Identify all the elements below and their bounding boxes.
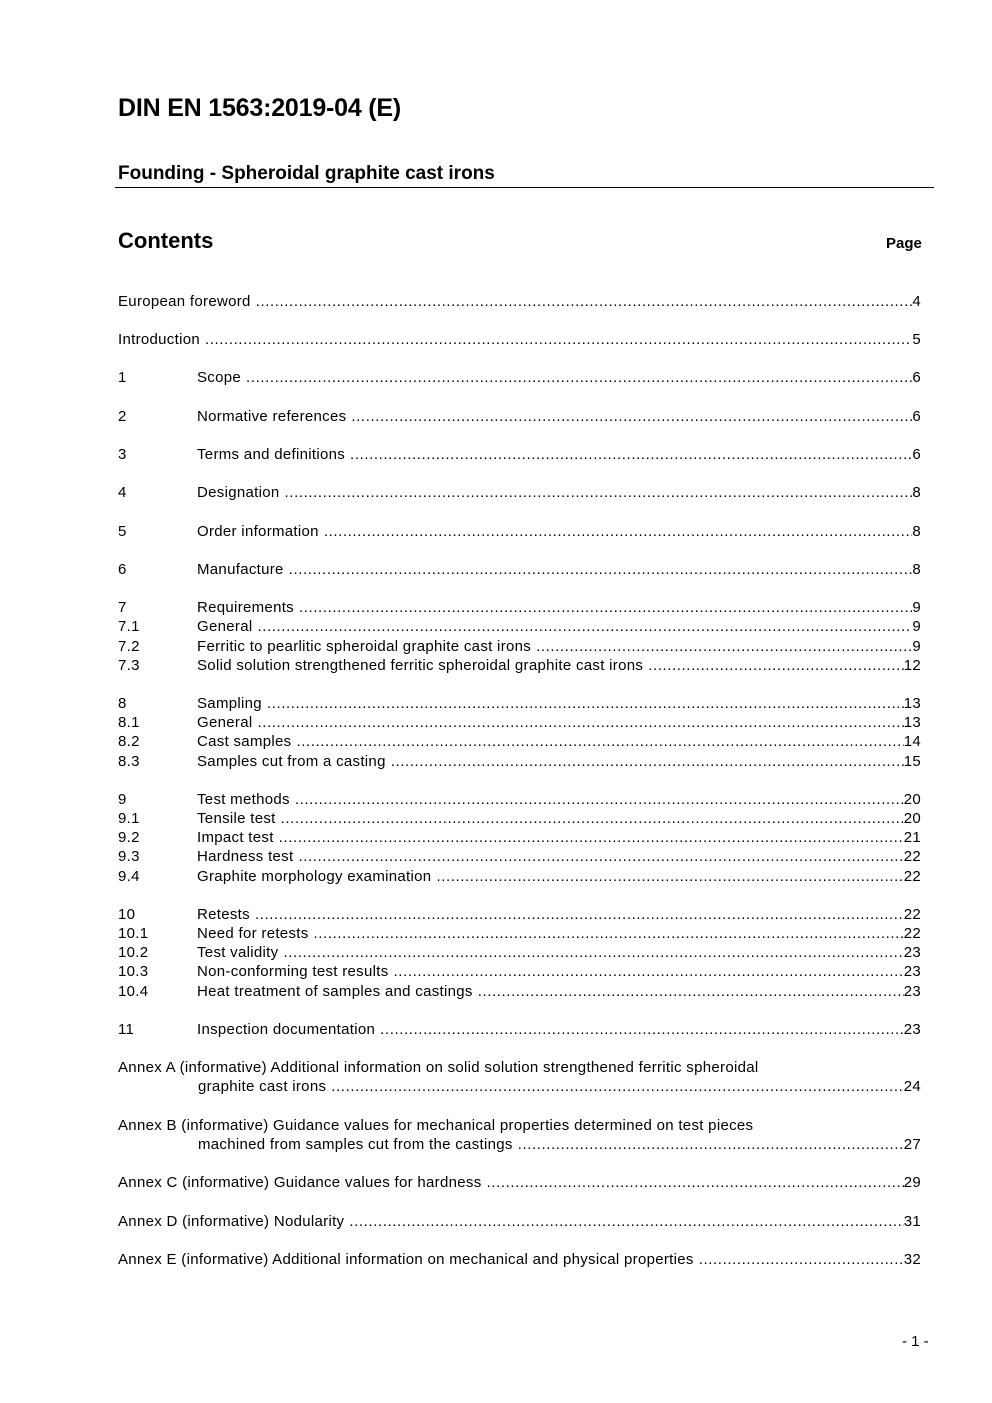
toc-entry-title: Ferritic to pearlitic spheroidal graphite cast irons [197,638,532,655]
toc-entry-title: Normative references [197,408,347,425]
toc-entry-title: Terms and definitions [197,446,346,463]
toc-entry-number: 7.1 [118,618,140,635]
title-divider [115,187,934,188]
annex-title: Annex E (informative) Additional information on mechanical and physical properties [118,1251,694,1268]
toc-entry-title: Impact test [197,829,274,846]
toc-entry-title: Solid solution strengthened ferritic spheroidal graphite cast irons [197,657,644,674]
toc-entry-section[interactable] [118,790,921,809]
toc-entry-page: 22 [903,906,921,923]
toc-dot-leader [324,522,913,541]
toc-entry-page: 13 [903,695,921,712]
toc-entry-number: 7.2 [118,638,140,655]
toc-entry-subsection[interactable] [118,637,921,656]
toc-entry-subsection[interactable] [118,732,921,751]
toc-entry-title: Manufacture [197,561,284,578]
toc-entry-subsection[interactable] [118,943,921,962]
toc-entry-number: 4 [118,484,127,501]
toc-entry-section[interactable] [118,1020,921,1039]
toc-entry-subsection[interactable] [118,617,921,636]
toc-entry-page: 14 [903,733,921,750]
toc-entry-number: 10 [118,906,136,923]
toc-entry-page: 15 [903,753,921,770]
toc-entry-title: Non-conforming test results [197,963,389,980]
toc-dot-leader [281,809,904,828]
toc-dot-leader [314,924,904,943]
toc-dot-leader [296,732,903,751]
toc-entry-subsection[interactable] [118,713,921,732]
toc-dot-leader [349,1212,903,1231]
toc-entry-title: Graphite morphology examination [197,868,432,885]
toc-entry-subsection[interactable] [118,867,921,886]
toc-entry-section[interactable] [118,368,921,387]
toc-dot-leader [518,1135,904,1154]
annex-title-line2: machined from samples cut from the castings [198,1136,513,1153]
toc-entry-title: Tensile test [197,810,276,827]
toc-entry-number: 7 [118,599,127,616]
toc-entry-section[interactable] [118,522,921,541]
toc-entry-number: 10.1 [118,925,149,942]
toc-entry-page: 8 [912,561,921,578]
toc-entry-page: 20 [903,810,921,827]
toc-entry-number: 9.4 [118,868,140,885]
toc-entry-number: 9 [118,791,127,808]
toc-entry-number: 9.3 [118,848,140,865]
toc-entry-number: 11 [118,1021,135,1038]
toc-entry-page: 5 [912,331,921,348]
toc-entry-annex-b[interactable] [118,1116,921,1154]
toc-entry-title: Retests [197,906,250,923]
toc-entry-annex-a[interactable] [118,1058,921,1096]
toc-entry-subsection[interactable] [118,847,921,866]
toc-entry-page: 27 [903,1136,921,1153]
toc-entry-number: 8 [118,695,127,712]
toc-entry-title: Order information [197,523,319,540]
toc-entry-page: 23 [903,983,921,1000]
toc-entry-page: 9 [912,638,921,655]
toc-entry-subsection[interactable] [118,924,921,943]
toc-dot-leader [350,445,912,464]
annex-title-line2: graphite cast irons [198,1078,327,1095]
toc-entry-page: 24 [903,1078,921,1095]
toc-entry-page: 6 [912,446,921,463]
toc-entry-title: Requirements [197,599,294,616]
toc-dot-leader [394,962,904,981]
annex-title-line2-row [118,1077,921,1096]
toc-dot-leader [331,1077,903,1096]
toc-entry-number: 9.2 [118,829,140,846]
page-column-heading: Page [886,235,922,252]
toc-entry-page: 22 [903,848,921,865]
toc-entry-number: 10.4 [118,983,149,1000]
annex-title-line1: Annex A (informative) Additional information on solid solution strengthened ferritic spheroidal [118,1059,759,1076]
toc-entry-section[interactable] [118,905,921,924]
toc-entry-page: 23 [903,944,921,961]
toc-entry-number: 9.1 [118,810,140,827]
toc-entry-section[interactable] [118,445,921,464]
annex-title-line1: Annex B (informative) Guidance values for mechanical properties determined on test pieces [118,1117,754,1134]
toc-entry-page: 29 [903,1174,921,1191]
toc-dot-leader [283,943,903,962]
toc-entry-foreword[interactable] [118,292,921,311]
toc-dot-leader [699,1250,904,1269]
annex-title: Annex D (informative) Nodularity [118,1213,345,1230]
toc-dot-leader [257,713,903,732]
toc-entry-subsection[interactable] [118,752,921,771]
toc-entry-title: European foreword [118,293,251,310]
toc-entry-page: 13 [903,714,921,731]
toc-entry-subsection[interactable] [118,828,921,847]
toc-dot-leader [256,292,913,311]
toc-entry-page: 8 [912,523,921,540]
toc-entry-title: Need for retests [197,925,309,942]
toc-entry-page: 6 [912,408,921,425]
toc-entry-number: 6 [118,561,127,578]
toc-entry-introduction[interactable] [118,330,921,349]
toc-entry-subsection[interactable] [118,962,921,981]
toc-dot-leader [351,407,912,426]
toc-entry-page: 31 [903,1213,921,1230]
toc-entry-title: Cast samples [197,733,292,750]
toc-entry-page: 8 [912,484,921,501]
toc-entry-number: 8.1 [118,714,140,731]
toc-entry-page: 21 [903,829,921,846]
toc-dot-leader [478,982,904,1001]
toc-dot-leader [246,368,912,387]
toc-entry-number: 2 [118,408,127,425]
toc-entry-subsection[interactable] [118,809,921,828]
toc-entry-title: Sampling [197,695,262,712]
toc-dot-leader [299,598,912,617]
toc-entry-page: 9 [912,599,921,616]
toc-dot-leader [648,656,904,675]
toc-entry-page: 32 [903,1251,921,1268]
document-title: Founding - Spheroidal graphite cast irons [118,163,495,184]
toc-entry-number: 8.2 [118,733,140,750]
toc-dot-leader [289,560,913,579]
toc-dot-leader [295,790,904,809]
toc-entry-title: Designation [197,484,280,501]
toc-entry-number: 8.3 [118,753,140,770]
toc-entry-title: Samples cut from a casting [197,753,386,770]
toc-dot-leader [255,905,904,924]
toc-entry-annex-d[interactable] [118,1212,921,1231]
toc-entry-page: 9 [912,618,921,635]
toc-dot-leader [298,847,903,866]
toc-entry-title: Scope [197,369,242,386]
toc-entry-number: 10.2 [118,944,149,961]
page-number: - 1 - [902,1333,929,1350]
toc-entry-subsection[interactable] [118,656,921,675]
toc-entry-page: 22 [903,925,921,942]
toc-entry-title: Inspection documentation [197,1021,376,1038]
toc-entry-title: Test validity [197,944,279,961]
toc-dot-leader [436,867,903,886]
toc-entry-page: 23 [903,1021,921,1038]
toc-dot-leader [279,828,904,847]
toc-dot-leader [257,617,912,636]
toc-entry-title: General [197,714,253,731]
toc-entry-title: Test methods [197,791,290,808]
toc-dot-leader [380,1020,904,1039]
toc-entry-number: 7.3 [118,657,140,674]
annex-title: Annex C (informative) Guidance values for hardness [118,1174,482,1191]
contents-heading: Contents [118,228,214,253]
document-id: DIN EN 1563:2019-04 (E) [118,94,402,122]
toc-entry-number: 10.3 [118,963,149,980]
toc-entry-title: General [197,618,253,635]
toc-entry-section[interactable] [118,598,921,617]
toc-dot-leader [487,1173,904,1192]
toc-entry-page: 4 [912,293,921,310]
toc-dot-leader [267,694,904,713]
toc-entry-page: 12 [903,657,921,674]
toc-entry-number: 5 [118,523,127,540]
toc-entry-page: 6 [912,369,921,386]
toc-entry-page: 23 [903,963,921,980]
toc-entry-annex-e[interactable] [118,1250,921,1269]
toc-entry-number: 1 [118,369,127,386]
toc-entry-section[interactable] [118,483,921,502]
toc-entry-subsection[interactable] [118,982,921,1001]
toc-entry-section[interactable] [118,694,921,713]
toc-dot-leader [391,752,904,771]
toc-entry-annex-c[interactable] [118,1173,921,1192]
toc-entry-title: Hardness test [197,848,294,865]
annex-title-line2-row [118,1135,921,1154]
toc-entry-section[interactable] [118,560,921,579]
toc-dot-leader [205,330,912,349]
toc-entry-title: Introduction [118,331,200,348]
toc-entry-section[interactable] [118,407,921,426]
toc-entry-page: 20 [903,791,921,808]
toc-entry-title: Heat treatment of samples and castings [197,983,473,1000]
toc-dot-leader [536,637,912,656]
toc-entry-number: 3 [118,446,127,463]
toc-entry-page: 22 [903,868,921,885]
toc-dot-leader [285,483,913,502]
